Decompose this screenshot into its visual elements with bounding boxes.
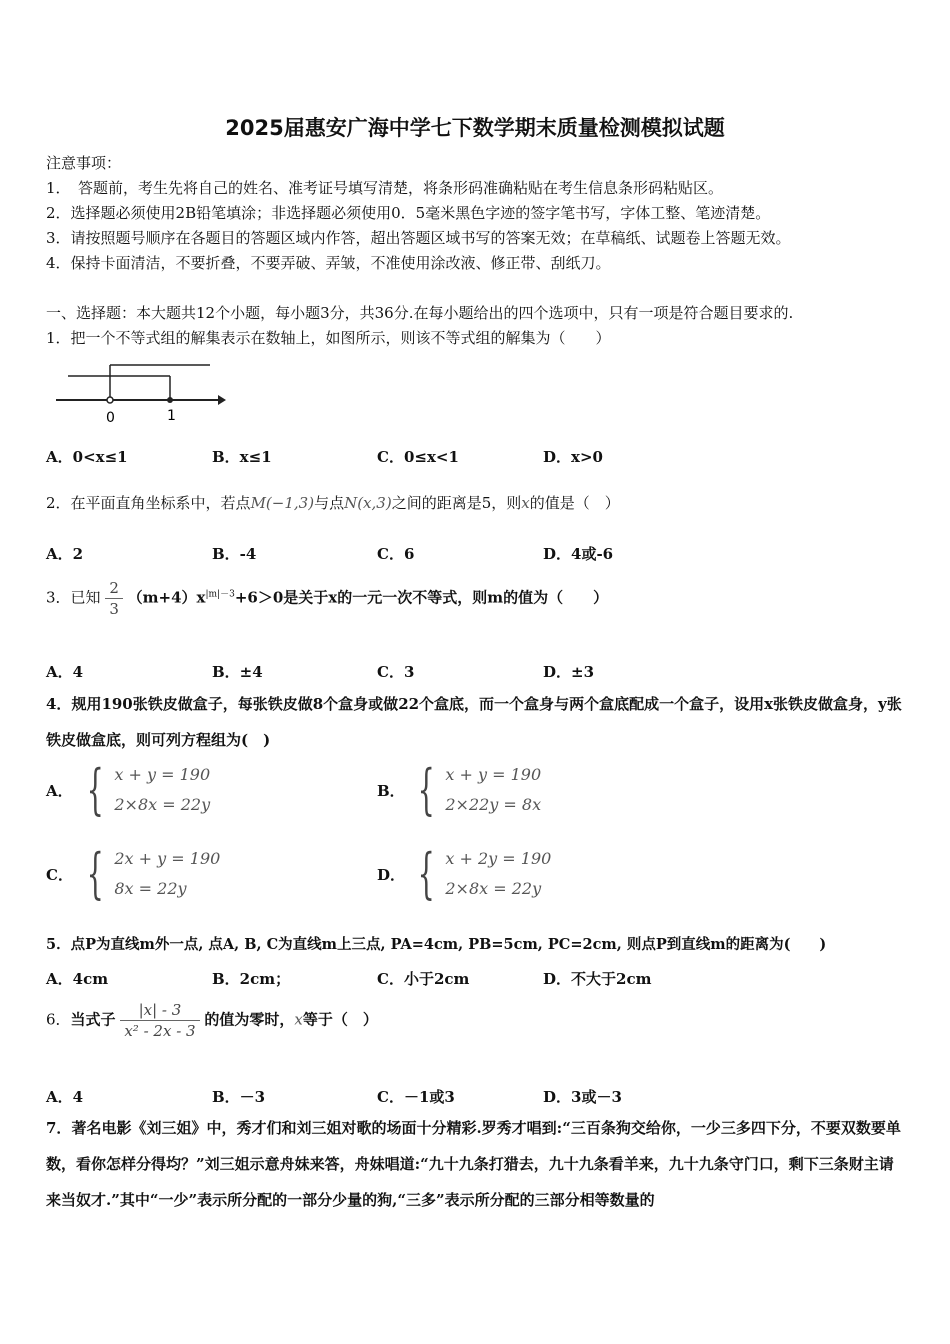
equation: x + y = 190 bbox=[445, 765, 542, 784]
section-heading: 一、选择题：本大题共12个小题，每小题3分，共36分.在每小题给出的四个选项中，只有一项是符合题目要求的. bbox=[46, 304, 794, 322]
question-7 bbox=[46, 1110, 906, 1218]
question-text: +6＞0是关于x的一元一次不等式，则m的值为（ ） bbox=[234, 588, 609, 607]
equation: x + y = 190 bbox=[114, 765, 211, 784]
equation: 2×8x = 22y bbox=[445, 879, 542, 898]
fraction-denominator: x² - 2x - 3 bbox=[124, 1022, 196, 1040]
option-c[interactable]: C．3 bbox=[377, 663, 415, 681]
option-b[interactable]: B．－3 bbox=[212, 1088, 266, 1106]
equation: 2x + y = 190 bbox=[114, 849, 221, 868]
option-a[interactable]: A．0<x≤1 bbox=[46, 448, 128, 466]
question-number: 4． bbox=[46, 695, 72, 713]
variable-x: x bbox=[521, 494, 530, 512]
number-line-figure bbox=[50, 360, 230, 426]
option-a[interactable] bbox=[46, 760, 210, 820]
option-a[interactable]: A．4 bbox=[46, 663, 84, 681]
option-a[interactable]: A．2 bbox=[46, 545, 84, 563]
question-1 bbox=[46, 327, 611, 348]
question-text: 等于（ ） bbox=[302, 1010, 378, 1029]
question-text: 在平面直角坐标系中，若点 bbox=[70, 494, 251, 512]
option-c[interactable] bbox=[46, 844, 220, 904]
axis-arrow-icon bbox=[218, 395, 226, 405]
question-text: 已知 bbox=[70, 588, 101, 607]
option-b[interactable]: B．x≤1 bbox=[212, 448, 272, 466]
question-text: 规用190张铁皮做盒子，每张铁皮做8个盒身或做22个盒底，而一个盒身与两个盒底配成一个盒子，设用x张铁皮做盒身，y张铁皮做盒底，则可列方程组为( ) bbox=[46, 695, 902, 749]
option-c[interactable]: C．6 bbox=[377, 545, 415, 563]
question-number: 7． bbox=[46, 1119, 72, 1137]
option-label: A． bbox=[46, 781, 73, 800]
equation-system bbox=[114, 760, 210, 820]
option-c[interactable]: C．0≤x<1 bbox=[377, 448, 459, 466]
equation: x + 2y = 190 bbox=[445, 849, 552, 868]
question-text: 的值是（ ） bbox=[529, 494, 620, 512]
option-d[interactable]: D．x>0 bbox=[543, 448, 603, 466]
option-a[interactable]: A．4 bbox=[46, 1088, 84, 1106]
question-text: 的值为零时， bbox=[204, 1010, 295, 1029]
question-3 bbox=[46, 578, 608, 619]
option-label: B． bbox=[377, 781, 405, 800]
question-text: 把一个不等式组的解集表示在数轴上，如图所示，则该不等式组的解集为（ ） bbox=[70, 329, 611, 347]
open-point-0 bbox=[107, 397, 113, 403]
closed-point-1 bbox=[167, 397, 173, 403]
notice-heading: 注意事项： bbox=[46, 154, 122, 172]
axis-label-0: 0 bbox=[106, 410, 115, 426]
fraction bbox=[120, 1000, 199, 1041]
equation: 8x = 22y bbox=[114, 879, 187, 898]
equation: 2×8x = 22y bbox=[114, 795, 211, 814]
axis-label-1: 1 bbox=[167, 408, 176, 424]
page-title: 2025届惠安广海中学七下数学期末质量检测模拟试题 bbox=[225, 116, 725, 140]
option-b[interactable] bbox=[377, 760, 541, 820]
fraction-numerator: |x| - 3 bbox=[120, 1000, 199, 1021]
option-b[interactable]: B．±4 bbox=[212, 663, 263, 681]
notice-item: 2．选择题必须使用2B铅笔填涂；非选择题必须使用0．5毫米黑色字迹的签字笔书写，字体工整、笔迹清楚。 bbox=[46, 204, 771, 222]
option-c[interactable]: C．－1或3 bbox=[377, 1088, 455, 1106]
equation-system bbox=[114, 844, 220, 904]
notice-item: 4．保持卡面清洁，不要折叠，不要弄破、弄皱，不准使用涂改液、修正带、刮纸刀。 bbox=[46, 254, 611, 272]
question-2 bbox=[46, 492, 620, 513]
option-b[interactable]: B．-4 bbox=[212, 545, 257, 563]
equation-system bbox=[445, 760, 541, 820]
question-number: 3． bbox=[46, 588, 71, 607]
option-c[interactable]: C．小于2cm bbox=[377, 970, 470, 988]
question-text: 著名电影《刘三姐》中，秀才们和刘三姐对歌的场面十分精彩.罗秀才唱到:“三百条狗交给你，一少三多四下分，不要双数要单数，看你怎样分得均？”刘三姐示意舟妹来答，舟妹唱道:“九十九条打猎去，九十九条看羊来，九十九条守门口，剩下三条财主请来当奴才.”其中“一少”表示所分配的一部分少量的狗,“三多”表示所分配的三部分相等数量的 bbox=[46, 1119, 901, 1209]
equation: 2×22y = 8x bbox=[445, 795, 542, 814]
question-number: 5． bbox=[46, 936, 71, 953]
fraction bbox=[105, 578, 123, 619]
question-text: 与点 bbox=[314, 494, 345, 512]
question-number: 6． bbox=[46, 1010, 71, 1029]
option-label: C． bbox=[46, 865, 73, 884]
fraction-denominator: 3 bbox=[109, 600, 119, 618]
question-text: （m+4）x bbox=[127, 588, 206, 607]
brace-icon: { bbox=[417, 842, 435, 905]
question-text: 之间的距离是5，则 bbox=[391, 494, 522, 512]
question-text: 当式子 bbox=[70, 1010, 116, 1029]
option-d[interactable] bbox=[377, 844, 551, 904]
option-d[interactable]: D．4或-6 bbox=[543, 545, 614, 563]
option-d[interactable]: D．3或－3 bbox=[543, 1088, 622, 1106]
brace-icon: { bbox=[86, 758, 104, 821]
option-b[interactable]: B．2cm； bbox=[212, 970, 291, 988]
question-5 bbox=[46, 933, 826, 954]
option-d[interactable]: D．±3 bbox=[543, 663, 595, 681]
brace-icon: { bbox=[86, 842, 104, 905]
point-n: N(x,3) bbox=[344, 494, 392, 512]
notice-item: 1． 答题前，考生先将自己的姓名、准考证号填写清楚，将条形码准确粘贴在考生信息条形码粘贴区。 bbox=[46, 179, 724, 197]
equation-system bbox=[445, 844, 551, 904]
fraction-numerator: 2 bbox=[105, 578, 123, 599]
variable-x: x bbox=[294, 1010, 303, 1029]
option-a[interactable]: A．4cm bbox=[46, 970, 109, 988]
exponent: |m|－3 bbox=[205, 589, 235, 600]
brace-icon: { bbox=[417, 758, 435, 821]
notice-item: 3．请按照题号顺序在各题目的答题区域内作答，超出答题区域书写的答案无效；在草稿纸、试题卷上答题无效。 bbox=[46, 229, 791, 247]
question-number: 1． bbox=[46, 329, 71, 347]
question-number: 2． bbox=[46, 494, 71, 512]
question-text: 点P为直线m外一点, 点A, B, C为直线m上三点, PA=4cm, PB=5cm, PC=2cm, 则点P到直线m的距离为( ) bbox=[70, 936, 827, 953]
point-m: M(−1,3) bbox=[250, 494, 315, 512]
question-4 bbox=[46, 686, 906, 758]
option-d[interactable]: D．不大于2cm bbox=[543, 970, 652, 988]
option-label: D． bbox=[377, 865, 406, 884]
question-6 bbox=[46, 1000, 378, 1041]
